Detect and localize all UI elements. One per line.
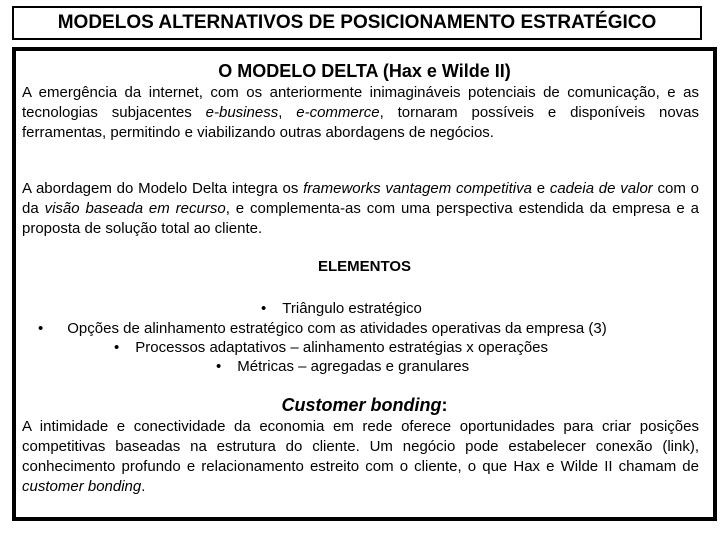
- elements-heading: ELEMENTOS: [317, 258, 412, 275]
- approach-term-resource-view: visão baseada em recurso: [44, 200, 226, 217]
- header-box: [12, 6, 702, 40]
- bullet-icon: •: [261, 300, 267, 317]
- list-item-text: Processos adaptativos – alinhamento estratégias x operações: [135, 339, 549, 356]
- intro-text-1: A emergência da internet, com os anteriormente inimagináveis potenciais de comunicação, e as tecnologias subjacentes: [22, 84, 699, 121]
- intro-text-3: , tornaram possíveis e disponíveis novas ferramentas, permitindo e viabilizando outras abordagens de negócios.: [22, 104, 699, 141]
- bonding-heading: [16, 395, 713, 416]
- content-box: [12, 47, 717, 521]
- intro-term-ecommerce: e-commerce: [296, 104, 380, 121]
- intro-text-2: ,: [278, 104, 297, 121]
- bullet-icon: •: [114, 339, 120, 356]
- approach-paragraph: [22, 179, 699, 239]
- approach-term-frameworks: frameworks vantagem competitiva: [303, 180, 532, 197]
- bonding-heading-colon: :: [441, 395, 448, 415]
- bonding-paragraph: [22, 417, 699, 497]
- approach-text-1: A abordagem do Modelo Delta integra os: [22, 180, 304, 197]
- approach-text-4: , e complementa-as com uma perspectiva estendida da empresa e a proposta de solução total ao cliente.: [22, 200, 699, 237]
- approach-text-2: e: [531, 180, 550, 197]
- bonding-term: customer bonding: [22, 478, 142, 495]
- list-item: [114, 338, 548, 358]
- section-title: O MODELO DELTA (Hax e Wilde II): [218, 61, 511, 81]
- list-item: [38, 319, 607, 339]
- list-item-text: Métricas – agregadas e granulares: [237, 358, 470, 375]
- approach-term-value-chain: cadeia de valor: [549, 180, 653, 197]
- bonding-text-1: A intimidade e conectividade da economia em rede oferece oportunidades para criar posições competitivas baseadas na estrutura do cliente. Um negócio pode estabelecer conexão (link), conhecimento profundo e relacionamento estreito com o cliente, o que Hax e Wilde II chamam de: [22, 418, 699, 475]
- bonding-text-2: .: [141, 478, 146, 495]
- bullet-icon: •: [216, 358, 222, 375]
- page-title: MODELOS ALTERNATIVOS DE POSICIONAMENTO ESTRATÉGICO: [57, 12, 657, 33]
- intro-term-ebusiness: e-business: [205, 104, 279, 121]
- bullet-icon: •: [38, 320, 44, 337]
- list-item: [261, 299, 422, 319]
- list-item-text: Triângulo estratégico: [282, 300, 422, 317]
- list-item: [216, 357, 469, 377]
- intro-paragraph: [22, 83, 699, 143]
- bonding-heading-text: Customer bonding: [281, 395, 442, 415]
- list-item-text: Opções de alinhamento estratégico com as atividades operativas da empresa (3): [67, 320, 607, 337]
- approach-text-3: com o da: [22, 180, 700, 217]
